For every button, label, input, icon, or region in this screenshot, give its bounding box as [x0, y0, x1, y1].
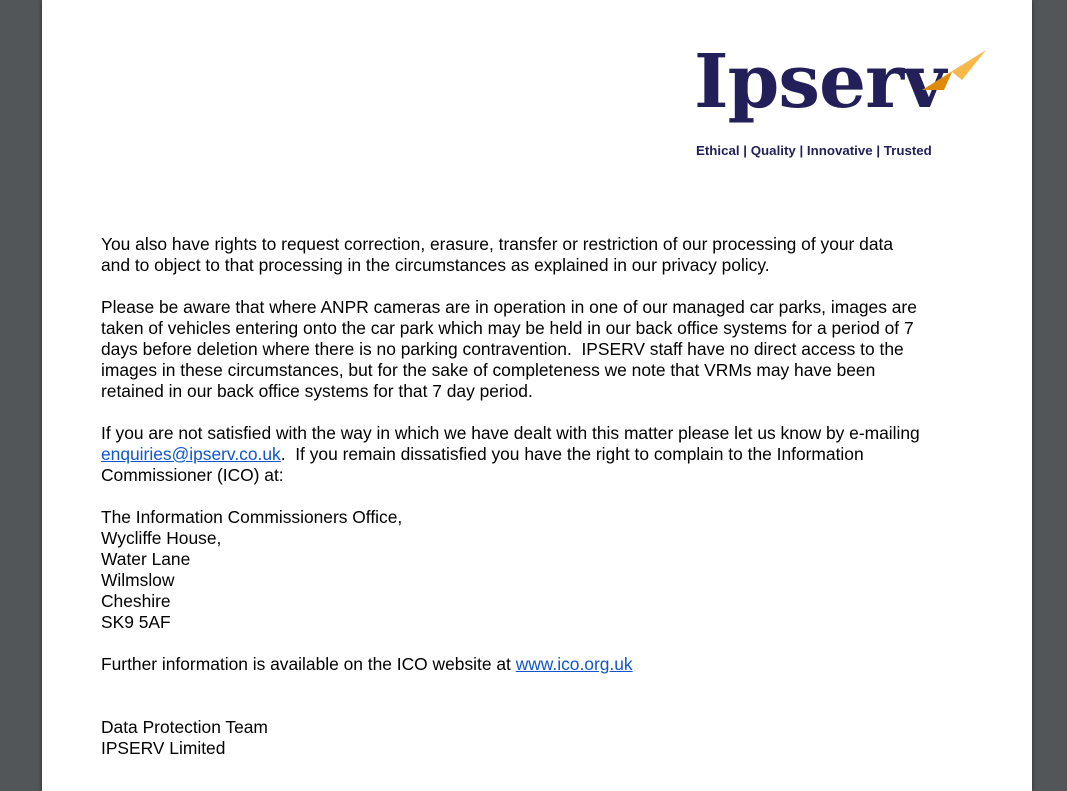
text-line: Further information is available on the ICO website at — [101, 654, 516, 674]
rights-paragraph — [101, 234, 981, 276]
address-line: Water Lane — [101, 549, 191, 569]
ico-address — [101, 507, 981, 633]
letter-body — [101, 234, 981, 759]
text-line: taken of vehicles entering onto the car park which may be held in our back office systems for a period of 7 — [101, 318, 914, 338]
address-line: Cheshire — [101, 591, 171, 611]
signature-company: IPSERV Limited — [101, 738, 226, 758]
address-line: Wilmslow — [101, 570, 175, 590]
text-line: If you are not satisfied with the way in which we have dealt with this matter please let us know by e-mailing — [101, 423, 920, 443]
text-line: images in these circumstances, but for the sake of completeness we note that VRMs may have been — [101, 360, 876, 380]
text-line: . If you remain dissatisfied you have the right to complain to the Information — [280, 444, 864, 464]
complaint-paragraph — [101, 423, 981, 486]
document-page — [42, 0, 1032, 791]
address-line: Wycliffe House, — [101, 528, 222, 548]
logo-wordmark: Ipserv — [694, 39, 946, 125]
text-line: Please be aware that where ANPR cameras are in operation in one of our managed car parks, images are — [101, 297, 917, 317]
paper-plane-icon — [922, 50, 986, 90]
text-line: retained in our back office systems for that 7 day period. — [101, 381, 533, 401]
text-line: You also have rights to request correction, erasure, transfer or restriction of our processing of your data — [101, 234, 894, 254]
further-info-paragraph — [101, 654, 981, 675]
logo-tagline: Ethical | Quality | Innovative | Trusted — [696, 143, 932, 158]
address-line: SK9 5AF — [101, 612, 171, 632]
text-line: Commissioner (ICO) at: — [101, 465, 284, 485]
address-line: The Information Commissioners Office, — [101, 507, 403, 527]
text-line: days before deletion where there is no parking contravention. IPSERV staff have no direct access to the — [101, 339, 904, 359]
text-line: and to object to that processing in the circumstances as explained in our privacy policy. — [101, 255, 770, 275]
signature-team: Data Protection Team — [101, 717, 268, 737]
anpr-paragraph — [101, 297, 981, 402]
email-link[interactable]: enquiries@ipserv.co.uk — [101, 444, 281, 464]
ipserv-logo — [694, 39, 994, 167]
signature — [101, 717, 981, 759]
ico-website-link[interactable]: www.ico.org.uk — [515, 654, 633, 674]
